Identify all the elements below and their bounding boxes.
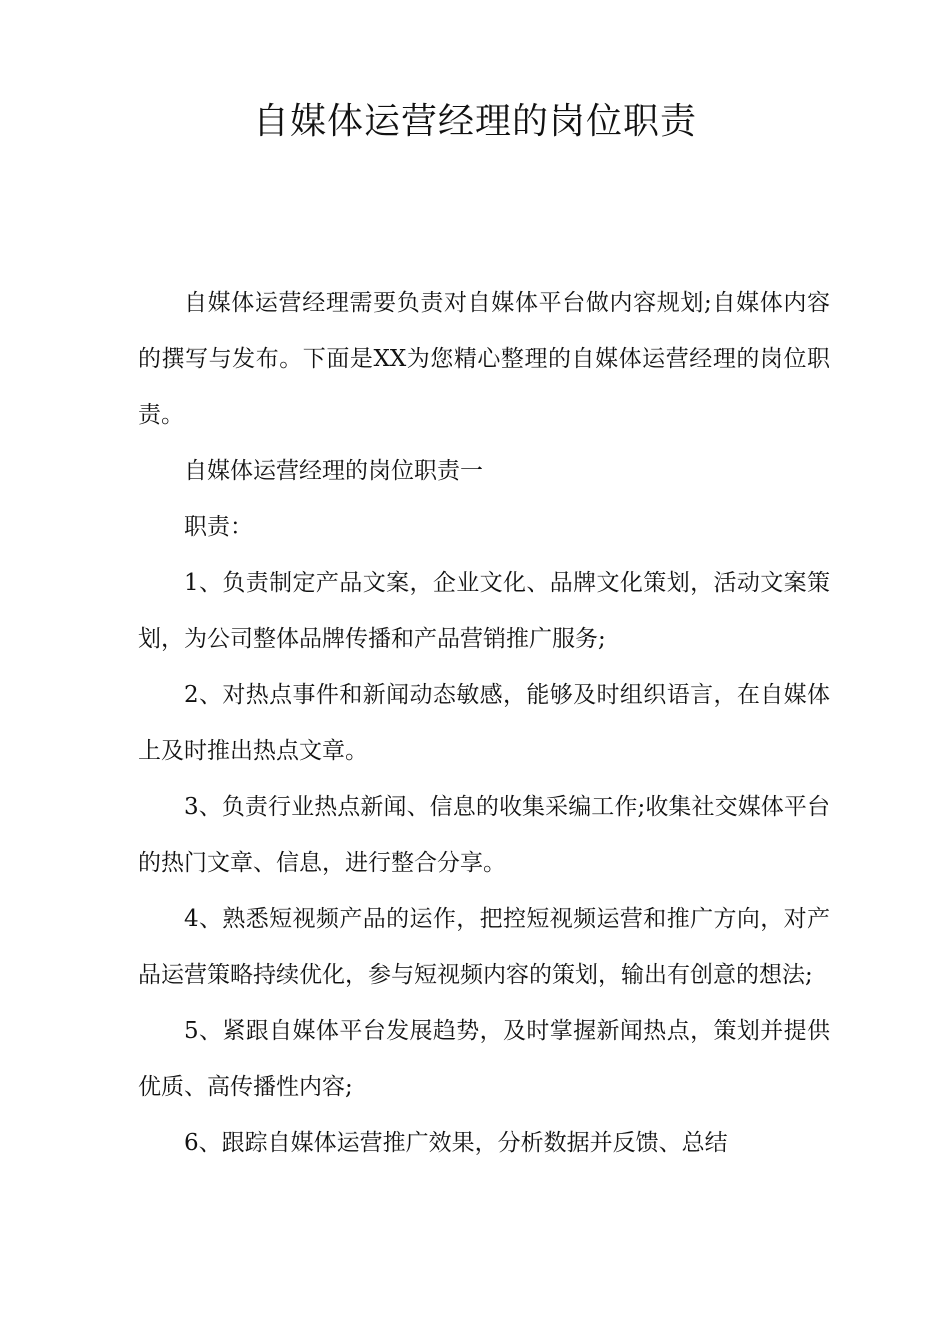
document-title: 自媒体运营经理的岗位职责 [252,101,697,142]
duty-item-2: 2、对热点事件和新闻动态敏感，能够及时组织语言，在自媒体上及时推出热点文章。 [138,682,830,764]
duties-label: 职责： [184,514,253,540]
duty-item-6: 6、跟踪自媒体运营推广效果，分析数据并反馈、总结 [184,1130,728,1156]
duty-item-3: 3、负责行业热点新闻、信息的收集采编工作;收集社交媒体平台的热门文章、信息，进行整合分享。 [138,794,830,876]
duty-item-4: 4、熟悉短视频产品的运作，把控短视频运营和推广方向，对产品运营策略持续优化，参与短视频内容的策划，输出有创意的想法; [138,906,830,988]
intro-paragraph: 自媒体运营经理需要负责对自媒体平台做内容规划;自媒体内容的撰写与发布。下面是XX为您精心整理的自媒体运营经理的岗位职责。 [138,290,830,428]
duty-item-1: 1、负责制定产品文案，企业文化、品牌文化策划，活动文案策划，为公司整体品牌传播和产品营销推广服务; [138,570,830,652]
document-body [138,275,830,1171]
section-heading: 自媒体运营经理的岗位职责一 [184,458,483,484]
duty-item-5: 5、紧跟自媒体平台发展趋势，及时掌握新闻热点，策划并提供优质、高传播性内容; [138,1018,830,1100]
